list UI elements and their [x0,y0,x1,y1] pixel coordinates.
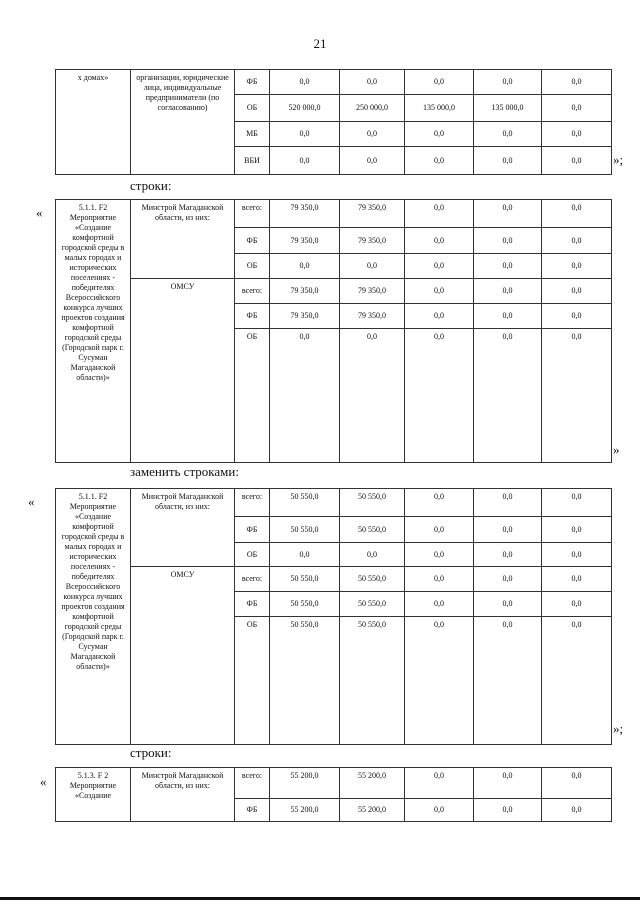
amount-cell: 0,0 [542,304,612,329]
amount-cell: 0,0 [474,147,542,175]
event-cell: х домах» [56,70,131,175]
amount-cell: 0,0 [270,122,340,147]
amount-cell: 79 350,0 [270,279,340,304]
page-number: 21 [313,36,327,51]
source-cell: ОБ [235,543,270,567]
source-cell: всего: [235,200,270,228]
amount-cell: 0,0 [542,617,612,745]
source-cell: МБ [235,122,270,147]
amount-cell: 50 550,0 [270,489,340,517]
amount-cell: 55 200,0 [270,799,340,822]
amount-cell: 0,0 [405,122,474,147]
amount-cell: 0,0 [340,329,405,463]
amount-cell: 0,0 [474,799,542,822]
amount-cell: 0,0 [474,122,542,147]
amount-cell: 0,0 [340,543,405,567]
source-cell: всего: [235,768,270,799]
amount-cell: 0,0 [542,592,612,617]
amount-cell: 50 550,0 [270,567,340,592]
amount-cell: 0,0 [542,489,612,517]
label-rows: строки: [130,745,172,760]
amount-cell: 0,0 [405,254,474,279]
amount-cell: 135 000,0 [405,95,474,122]
amount-cell: 55 200,0 [340,799,405,822]
executor-cell: Минстрой Магаданской области, из них: [131,200,235,279]
amount-cell: 0,0 [474,768,542,799]
amount-cell: 0,0 [542,567,612,592]
amount-cell: 50 550,0 [340,592,405,617]
amount-cell: 0,0 [474,543,542,567]
source-cell: ФБ [235,228,270,254]
amount-cell: 0,0 [270,254,340,279]
executor-cell: Минстрой Магаданской области, из них: [131,489,235,567]
source-cell: ФБ [235,799,270,822]
budget-table-old-rows [55,199,612,463]
source-cell: ФБ [235,70,270,95]
amount-cell: 0,0 [270,543,340,567]
label-rows: строки: [130,178,172,193]
amount-cell: 55 200,0 [340,768,405,799]
amount-cell: 0,0 [405,543,474,567]
amount-cell: 0,0 [542,543,612,567]
amount-cell: 0,0 [474,489,542,517]
event-cell: 5.1.1. F2 Мероприятие «Создание комфортной городской среды в малых городах и исторических поселениях - победителях Всероссийского конкурса лучших проектов создания комфортной городской среды (Городской парк г. Сусуман Магаданской области)» [56,489,131,745]
amount-cell: 79 350,0 [340,304,405,329]
source-cell: всего: [235,279,270,304]
amount-cell: 0,0 [405,799,474,822]
amount-cell: 0,0 [542,279,612,304]
amount-cell: 50 550,0 [340,517,405,543]
amount-cell: 79 350,0 [270,228,340,254]
amount-cell: 0,0 [405,517,474,543]
source-cell: всего: [235,489,270,517]
amount-cell: 0,0 [474,517,542,543]
amount-cell: 0,0 [405,70,474,95]
amount-cell: 520 000,0 [270,95,340,122]
amount-cell: 0,0 [405,617,474,745]
amount-cell: 0,0 [542,228,612,254]
amount-cell: 0,0 [542,200,612,228]
amount-cell: 0,0 [340,254,405,279]
amount-cell: 0,0 [474,304,542,329]
amount-cell: 0,0 [474,228,542,254]
amount-cell: 50 550,0 [340,617,405,745]
source-cell: ОБ [235,254,270,279]
amount-cell: 0,0 [474,567,542,592]
executor-cell: Минстрой Магаданской области, из них: [131,768,235,822]
amount-cell: 0,0 [474,70,542,95]
amount-cell: 0,0 [270,147,340,175]
amount-cell: 0,0 [405,279,474,304]
amount-cell: 0,0 [405,592,474,617]
amount-cell: 0,0 [340,122,405,147]
amount-cell: 0,0 [270,70,340,95]
executor-cell: организации, юридические лица, индивидуальные предприниматели (по согласованию) [131,70,235,175]
amount-cell: 50 550,0 [270,592,340,617]
closing-quote: »; [613,152,624,167]
amount-cell: 135 000,0 [474,95,542,122]
amount-cell: 0,0 [474,329,542,463]
opening-quote: « [28,494,35,509]
amount-cell: 0,0 [270,329,340,463]
source-cell: ОБ [235,617,270,745]
source-cell: ОБ [235,329,270,463]
label-replace-with-rows: заменить строками: [130,464,239,479]
amount-cell: 0,0 [474,279,542,304]
amount-cell: 0,0 [542,329,612,463]
amount-cell: 0,0 [405,768,474,799]
amount-cell: 0,0 [542,799,612,822]
budget-table-next-rows [55,767,612,822]
amount-cell: 0,0 [474,617,542,745]
source-cell: ОБ [235,95,270,122]
amount-cell: 0,0 [405,147,474,175]
amount-cell: 0,0 [542,254,612,279]
event-cell: 5.1.3. F 2 Мероприятие «Создание [56,768,131,822]
amount-cell: 79 350,0 [340,200,405,228]
executor-cell: ОМСУ [131,279,235,463]
amount-cell: 0,0 [542,147,612,175]
executor-cell: ОМСУ [131,567,235,745]
amount-cell: 79 350,0 [340,228,405,254]
source-cell: ВБИ [235,147,270,175]
event-cell: 5.1.1. F2 Мероприятие «Создание комфортной городской среды в малых городах и исторических поселениях - победителях Всероссийского конкурса лучших проектов создания комфортной городской среды (Городской парк г. Сусуман Магаданской области)» [56,200,131,463]
amount-cell: 0,0 [405,329,474,463]
amount-cell: 55 200,0 [270,768,340,799]
amount-cell: 79 350,0 [270,200,340,228]
amount-cell: 0,0 [405,567,474,592]
source-cell: всего: [235,567,270,592]
amount-cell: 0,0 [340,70,405,95]
amount-cell: 0,0 [474,592,542,617]
amount-cell: 79 350,0 [340,279,405,304]
source-cell: ФБ [235,592,270,617]
opening-quote: « [36,205,43,220]
budget-table-new-rows [55,488,612,745]
amount-cell: 50 550,0 [270,517,340,543]
amount-cell: 79 350,0 [270,304,340,329]
closing-quote: »; [613,721,624,736]
amount-cell: 0,0 [340,147,405,175]
amount-cell: 0,0 [405,304,474,329]
amount-cell: 0,0 [474,254,542,279]
amount-cell: 0,0 [542,122,612,147]
amount-cell: 0,0 [474,200,542,228]
amount-cell: 50 550,0 [340,489,405,517]
amount-cell: 0,0 [542,517,612,543]
source-cell: ФБ [235,517,270,543]
budget-table-continued [55,69,612,175]
amount-cell: 250 000,0 [340,95,405,122]
amount-cell: 0,0 [542,768,612,799]
amount-cell: 50 550,0 [270,617,340,745]
source-cell: ФБ [235,304,270,329]
amount-cell: 0,0 [405,489,474,517]
amount-cell: 0,0 [405,200,474,228]
amount-cell: 0,0 [405,228,474,254]
closing-quote: » [613,442,620,457]
amount-cell: 0,0 [542,70,612,95]
amount-cell: 0,0 [542,95,612,122]
opening-quote: « [40,774,47,789]
amount-cell: 50 550,0 [340,567,405,592]
page-bottom-rule [0,897,640,900]
